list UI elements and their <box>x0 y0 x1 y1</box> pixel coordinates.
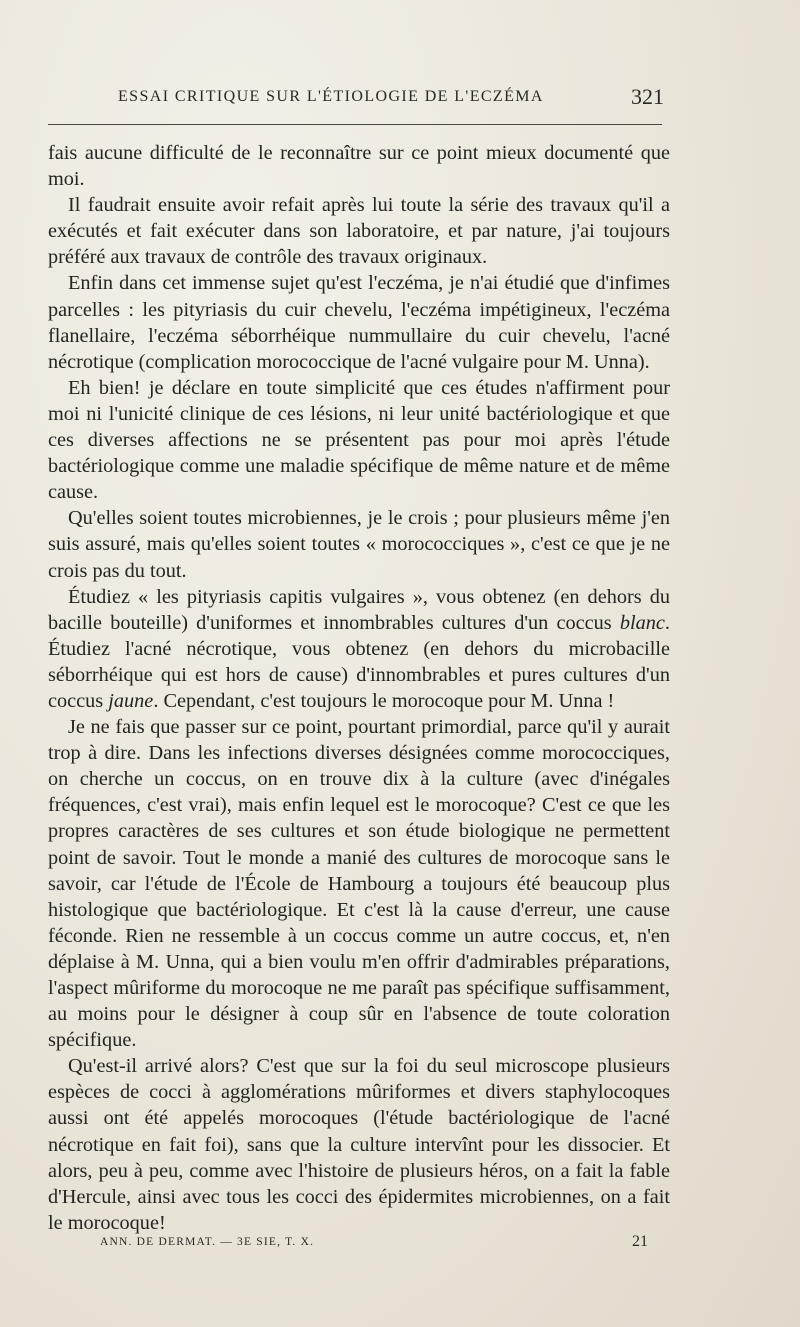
running-title: ESSAI CRITIQUE SUR L'ÉTIOLOGIE DE L'ECZÉMA <box>118 88 544 105</box>
paragraph-5: Qu'elles soient toutes microbiennes, je le crois ; pour plusieurs même j'en suis assuré, mais qu'elles soient toutes « morococciques », c'est ce que je ne crois pas du tout. <box>48 507 670 582</box>
signature-footer <box>100 1233 660 1258</box>
journal-signature: ANN. DE DERMAT. — 3E SIE, T. X. <box>100 1236 315 1248</box>
paragraph-6-part-c: . Étudiez l'acné nécrotique, vous obtenez (en dehors du microbacille séborrhéique qui est hors de cause) d'innombrables et pures cultures d'un coccus <box>48 611 670 712</box>
paragraph-6-part-a: Étudiez « les pityriasis capitis vulgaires », vous obtenez (en dehors du bacille bouteille) d'uniformes et innombrables cultures d'un coccus <box>48 585 670 634</box>
paragraph-1: fais aucune difficulté de le reconnaître sur ce point mieux documenté que moi. <box>48 142 670 191</box>
italic-blanc: blanc <box>619 611 665 634</box>
paragraph-8: Qu'est-il arrivé alors? C'est que sur la foi du seul microscope plusieurs espèces de cocci à agglomérations mûriformes et divers staphylocoques aussi ont été appelés morocoques (l'étude bactériologique de l'acné nécrotique en fait foi), sans que la culture intervînt pour les dissocier. Et alors, peu à peu, comme avec l'histoire de plusieurs héros, on a fait la fable d'Hercule, ainsi avec tous les cocci des épidermites microbiennes, on a fait le morocoque! <box>48 1055 670 1234</box>
running-head <box>48 84 668 114</box>
paragraph-2: Il faudrait ensuite avoir refait après lui toute la série des travaux qu'il a exécutés et fait exécuter dans son laboratoire, et par nature, j'ai toujours préféré aux travaux de contrôle des travaux originaux. <box>48 194 670 269</box>
italic-jaune: jaune <box>108 689 154 712</box>
header-rule <box>48 124 662 125</box>
paragraph-3: Enfin dans cet immense sujet qu'est l'eczéma, je n'ai étudié que d'infimes parcelles : les pityriasis du cuir chevelu, l'eczéma impétigineux, l'eczéma flanellaire, l'eczéma séborrhéique nummullaire du cuir chevelu, l'acné nécrotique (complication morococcique de l'acné vulgaire pour M. Unna). <box>48 272 670 373</box>
gathering-number: 21 <box>632 1233 648 1250</box>
body-text <box>48 140 670 1236</box>
page-number: 321 <box>631 84 664 109</box>
paragraph-4: Eh bien! je déclare en toute simplicité que ces études n'affirment pour moi ni l'unicité clinique de ces lésions, ni leur unité bactériologique et que ces diverses affections ne se présentent pas pour moi après l'étude bactériologique comme une maladie spécifique de même nature et de même cause. <box>48 376 670 504</box>
paragraph-7: Je ne fais que passer sur ce point, pourtant primordial, parce qu'il y aurait trop à dire. Dans les infections diverses désignées comme morococciques, on cherche un coccus, on en trouve dix à la culture (avec d'inégales fréquences, c'est vrai), mais enfin lequel est le morocoque? C'est ce que les propres caractères de ses cultures et son étude biologique ne permettent point de savoir. Tout le monde a manié des cultures de morocoque sans le savoir, car l'étude de l'École de Hambourg a toujours été beaucoup plus histologique que bactériologique. Et c'est là la cause d'erreur, une cause féconde. Rien ne ressemble à un coccus comme un autre coccus, et, n'en déplaise à M. Unna, qui a bien voulu m'en offrir d'admirables préparations, l'aspect mûriforme du morocoque ne me paraît pas spécifique suffisamment, au moins pour le désigner à coup sûr en l'absence de toute coloration spécifique. <box>48 716 670 1052</box>
paragraph-6-part-e: . Cependant, c'est toujours le morocoque pour M. Unna ! <box>153 689 615 712</box>
paragraph-6 <box>48 584 670 714</box>
